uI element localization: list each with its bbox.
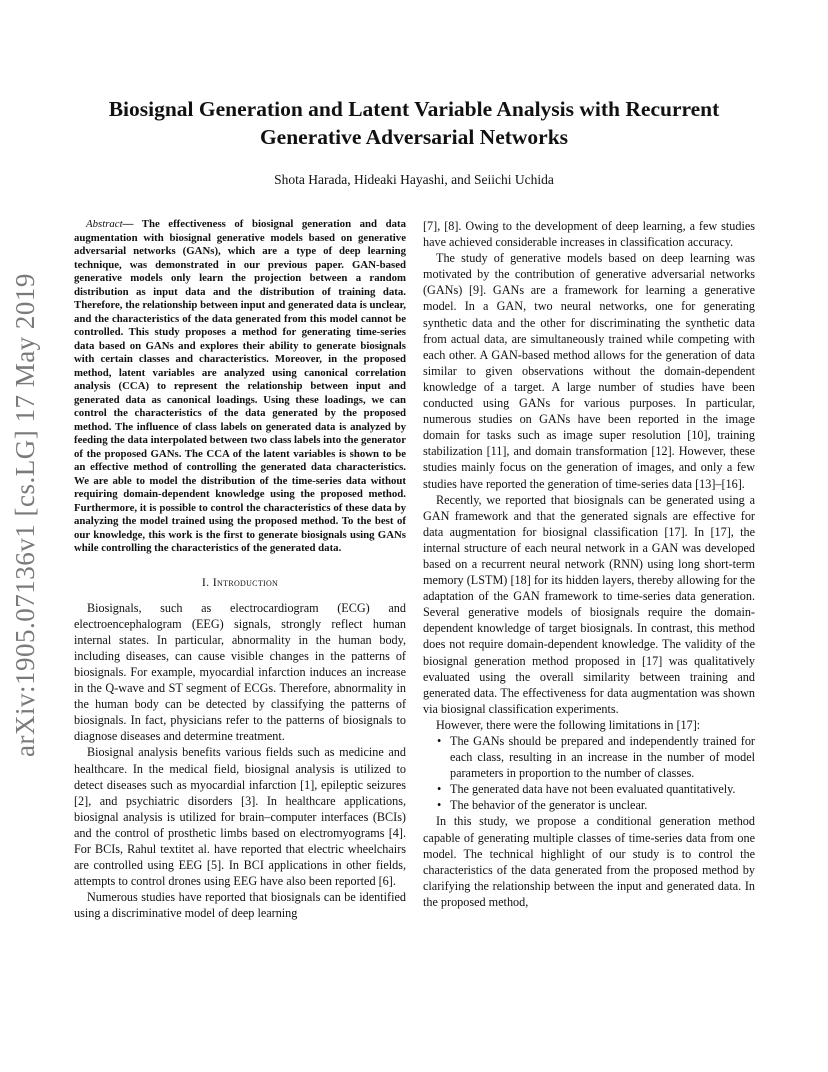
paragraph: However, there were the following limitations in [17]: [436, 717, 701, 732]
list-item [437, 797, 755, 813]
list-item-text: The GANs should be prepared and independently trained for each class, resulting in an increase in the number of model parameters in proportion to the number of classes. [450, 734, 755, 781]
paragraph: Biosignal analysis benefits various fields such as medicine and healthcare. In the medical field, biosignal analysis is utilized to detect diseases such as myocardial infarction [1], epileptic seizures [2], and psychiatric disorders [3]. In healthcare applications, biosignal analysis is utilized for brain–computer interfaces (BCIs) and the control of prosthetic limbs based on electromyograms [4]. For BCIs, Rahul textitet al. have reported that electric wheelchairs are controlled using EEG [5]. In BCI applications in other fields, attempts to control drones using EEG have also been reported [6]. [74, 745, 406, 889]
left-column [74, 218, 406, 921]
paragraph: In this study, we propose a conditional generation method capable of generating multiple classes of time-series data from one model. The technical highlight of our study is to control the characteristics of the data generated from the proposed method by clarifying the relationship between the input and generated data. In the proposed method, [423, 814, 755, 909]
list-item [437, 781, 755, 797]
paragraph: [7], [8]. Owing to the development of deep learning, a few studies have achieved considerable increases in classification accuracy. [423, 219, 755, 250]
paragraph: Biosignals, such as electrocardiogram (ECG) and electroencephalogram (EEG) signals, strongly reflect human internal states. In particular, abnormality in the human body, including diseases, can cause visible changes in the patterns of biosignals. For example, myocardial infarction induces an increase in the Q-wave and ST segment of ECGs. Therefore, abnormality in the human body can be detected by classifying the patterns of biosignals. In fact, physicians refer to the patterns of biosignals to diagnose diseases and determine treatment. [74, 600, 406, 744]
paragraph: The study of generative models based on deep learning was motivated by the contribution of generative adversarial networks (GANs) [9]. GANs are a framework for learning a generative model. In a GAN, two neural networks, one for generating synthetic data and the other for discriminating the synthetic data from actual data, are simultaneously trained while competing with each other. A GAN-based method allows for the generation of data similar to given observations without the domain-dependent knowledge of a target. A large number of studies have been conducted using GANs for various purposes. In particular, numerous studies on GANs have been reported in the image domain for tasks such as image super resolution [10], training stabilization [11], and domain transformation [12]. However, these studies mainly focus on the generation of images, and only a few studies have reported the generation of time-series data [13]–[16]. [423, 251, 755, 491]
bullet-icon: • [437, 782, 442, 797]
right-column [423, 218, 755, 910]
list-item-text: The behavior of the generator is unclear. [450, 798, 648, 813]
paper-authors: Shota Harada, Hideaki Hayashi, and Seiichi Uchida [274, 172, 554, 187]
paragraph: Recently, we reported that biosignals can be generated using a GAN framework and that the generated signals are effective for data augmentation for biosignal classification [17]. In [17], the internal structure of each neural network in a GAN was developed based on a recurrent neural network (RNN) using long short-term memory (LSTM) [18] for its hidden layers, thereby allowing for the adaptation of the GAN framework to time-series data generation. Several generative models of biosignals require the domain-dependent knowledge of target biosignals. In contrast, this method does not require domain-dependent knowledge. The validity of the biosignal generation method proposed in [17] was qualitatively evaluated using the overall similarity between training and generated data. The effectiveness for data augmentation was shown via biosignal classification experiments. [423, 492, 755, 716]
list-item-text: The generated data have not been evaluated quantitatively. [450, 782, 736, 797]
bullet-icon: • [437, 798, 442, 813]
abstract-lead: Abstract [86, 218, 123, 230]
bullet-icon: • [437, 734, 442, 748]
abstract [74, 218, 406, 556]
paper-title: Biosignal Generation and Latent Variable Analysis with Recurrent Generative Adversarial Networks [108, 97, 720, 149]
paragraph: Numerous studies have reported that biosignals can be identified using a discriminative model of deep learning [74, 890, 406, 921]
abstract-text: — The effectiveness of biosignal generation and data augmentation with biosignal generative models based on generative adversarial networks (GANs), which are a type of deep learning technique, was demonstrated in our previous paper. GAN-based generative models only learn the projection between a random distribution as input data and the distribution of training data. Therefore, the relationship between input and generated data is unclear, and the characteristics of the data generated from this model cannot be controlled. This study proposes a method for generating time-series data based on GANs and explores their ability to generate biosignals with certain classes and characteristics. Moreover, in the proposed method, latent variables are analyzed using canonical correlation analysis (CCA) to represent the relationship between input and generated data as canonical loadings. Using these loadings, we can control the characteristics of the data generated by the proposed method. The influence of class labels on generated data is analyzed by feeding the data interpolated between two class labels into the generator of the proposed GANs. The CCA of the latent variables is shown to be an effective method of controlling the generated data characteristics. We are able to model the distribution of the time-series data without requiring domain-dependent knowledge using the proposed method. Furthermore, it is possible to control the characteristics of these data by analyzing the model trained using the proposed method. To the best of our knowledge, this work is the first to generate biosignals using GANs while controlling the characteristics of the generated data. [74, 218, 406, 554]
arxiv-stamp: arXiv:1905.07136v1 [cs.LG] 17 May 2019 [10, 273, 40, 757]
section-heading: I. Introduction [201, 574, 279, 589]
list-item [437, 733, 755, 781]
limitations-list [423, 733, 755, 813]
